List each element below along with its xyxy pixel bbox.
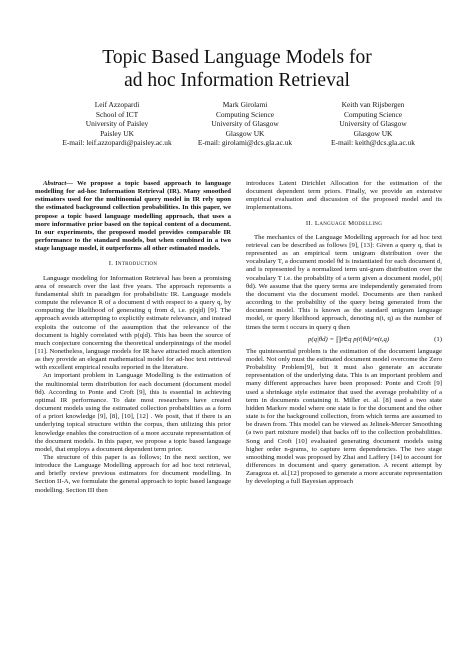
title-line-2: ad hoc Information Retrieval — [124, 70, 350, 91]
section-heading-introduction: I. Introduction — [108, 260, 158, 268]
equation-expression: p(q|θd) = ∏t∈q p(t|θd)^n(t,q) — [308, 335, 390, 343]
body-paragraph: Language modeling for Information Retrieval has been a promising area of research over the last five years. The approach represents a fundamental shift in paradigm for probabilistic IR. Language models compute the relevance R of a document d with respect to a query q, by computing the likelihood of generating q from d, i.e. p(q|d) [9]. The approach avoids attempting to explicitly estimate relevance, and instead exploits the outcome of the assumption that the relevance of the document is highly correlated with p(q|d). This has been the source of much conjecture concerning the theoretical underpinnings of the model [11]. Nonetheless, language models for IR have attracted much attention as they provide an elegant mathematical model for ad-hoc text retrieval with excellent empirical results reported in the literature. — [35, 274, 231, 372]
left-column — [35, 180, 231, 495]
abstract — [35, 180, 231, 253]
author-name: Keith van Rijsbergen — [341, 100, 405, 109]
abstract-label: Abstract — [43, 180, 67, 187]
author-affiliation: University of Glasgow — [339, 119, 407, 129]
body-paragraph: The quintessential problem is the estimation of the document language model. Not only must the estimated document model overcome the Zero Probability Problem[9], but it must also generate an accurate representation of the underlying data. This is an important problem and many different approaches have been proposed: Ponte and Croft [9] used a shrinkage style estimator that used the average probability of a term in documents containing it. Miller et. al. [8] used a two state hidden Markov model where one state is for the document and the other state is for the background collection, from which terms are assumed to be drawn from. This model can be viewed as Jelinek-Mercer Smoothing (a two part mixture model) that backs off to the collection probabilities. Song and Croft [10] evaluated generating document models using higher order n-grams, to capture term dependencies. The two stage smoothing model was proposed by Zhai and Laffery [14] to account for differences in document and query generation. A recent attempt by Zaragoza et. al.[12] proposed to generate a more accurate representation by developing a full Bayesian approach — [246, 347, 442, 486]
abstract-text: — We propose a topic based approach to language modelling for ad-hoc Information Retrieval (IR). Many smoothed estimators used for the multinomial query model in IR rely upon the estimated background collection probabilities. In this paper, we propose a topic based language modelling approach, that uses a more informative prior based on the topical content of a document. In our experiments, the proposed model provides comparable IR performance to the standard models, but when combined in a two stage language model, it outperforms all other estimated models. — [35, 180, 231, 253]
author-location: Glasgow UK — [225, 128, 265, 138]
author-affiliation: School of ICT — [95, 109, 139, 119]
author-location: Glasgow UK — [353, 128, 393, 138]
body-paragraph: The structure of this paper is as follows; In the next section, we introduce the Language Modelling approach for ad hoc text retrieval, and briefly review previous estimators for document modelling. In Section II-A, we formulate the general approach to topic based language modelling. Section III then — [35, 454, 231, 494]
author-block-3 — [313, 100, 433, 148]
body-paragraph: An important problem in Language Modelling is the estimation of the multinomial term distribution for each document (document model θd). According to Ponte and Croft [9], this is essential in achieving optimal IR performance. To date most researchers have created document models using the estimated collection probabilities as a form of a priori knowledge [9], [8], [10], [12] . We posit, that if there is an underlying topical structure within the corpus, then utilizing this prior knowledge enables the construction of a more accurate representation of the document models. In this paper, we propose a topic based language model, that employs a document dependent term prior. — [35, 372, 231, 453]
body-paragraph: introduces Latent Dirichlet Allocation for the estimation of the document dependent term priors. Finally, we provide an extensive empirical evaluation and discussion of the proposed model and its implementations. — [246, 180, 442, 212]
paper-title — [0, 46, 474, 92]
author-email: E-mail: leif.azzopardi@paisley.ac.uk — [62, 138, 172, 148]
section-heading-language-modelling: II. Language Modelling — [305, 219, 383, 227]
author-affiliation: University of Glasgow — [211, 119, 279, 129]
author-name: Leif Azzopardi — [94, 100, 140, 109]
author-block-2 — [195, 100, 295, 148]
title-line-1: Topic Based Language Models for — [102, 47, 372, 68]
author-block-1 — [52, 100, 182, 148]
author-location: Paisley UK — [100, 128, 134, 138]
body-paragraph: The mechanics of the Language Modelling approach for ad hoc text retrieval can be described as follows [9], [13]: Given a query q, that is represented as an empirical term unigram distribution over the vocabulary T, a document model θd is instantiated for each document d, and is represented by a normalized term uni-gram distribution over the vocabulary T i.e. the probability of a term given a document model, p(t|θd). We assume that the query terms are independently generated from the document via the document model. Documents are then ranked according to the probability of the query being generated from the document model. This is known as the standard unigram language model, or query likelihood approach, denoting n(t, q) as the number of times the term t occurs in query q then — [246, 233, 442, 331]
author-affiliation: Computing Science — [343, 109, 403, 119]
right-column — [246, 180, 442, 486]
author-affiliation: Computing Science — [215, 109, 275, 119]
equation-1 — [246, 336, 442, 344]
author-name: Mark Girolami — [222, 100, 268, 109]
equation-number: (1) — [434, 335, 442, 343]
author-affiliation: University of Paisley — [85, 119, 149, 129]
author-email: E-mail: girolami@dcs.gla.ac.uk — [197, 138, 293, 148]
author-email: E-mail: keith@dcs.gla.ac.uk — [331, 138, 415, 148]
